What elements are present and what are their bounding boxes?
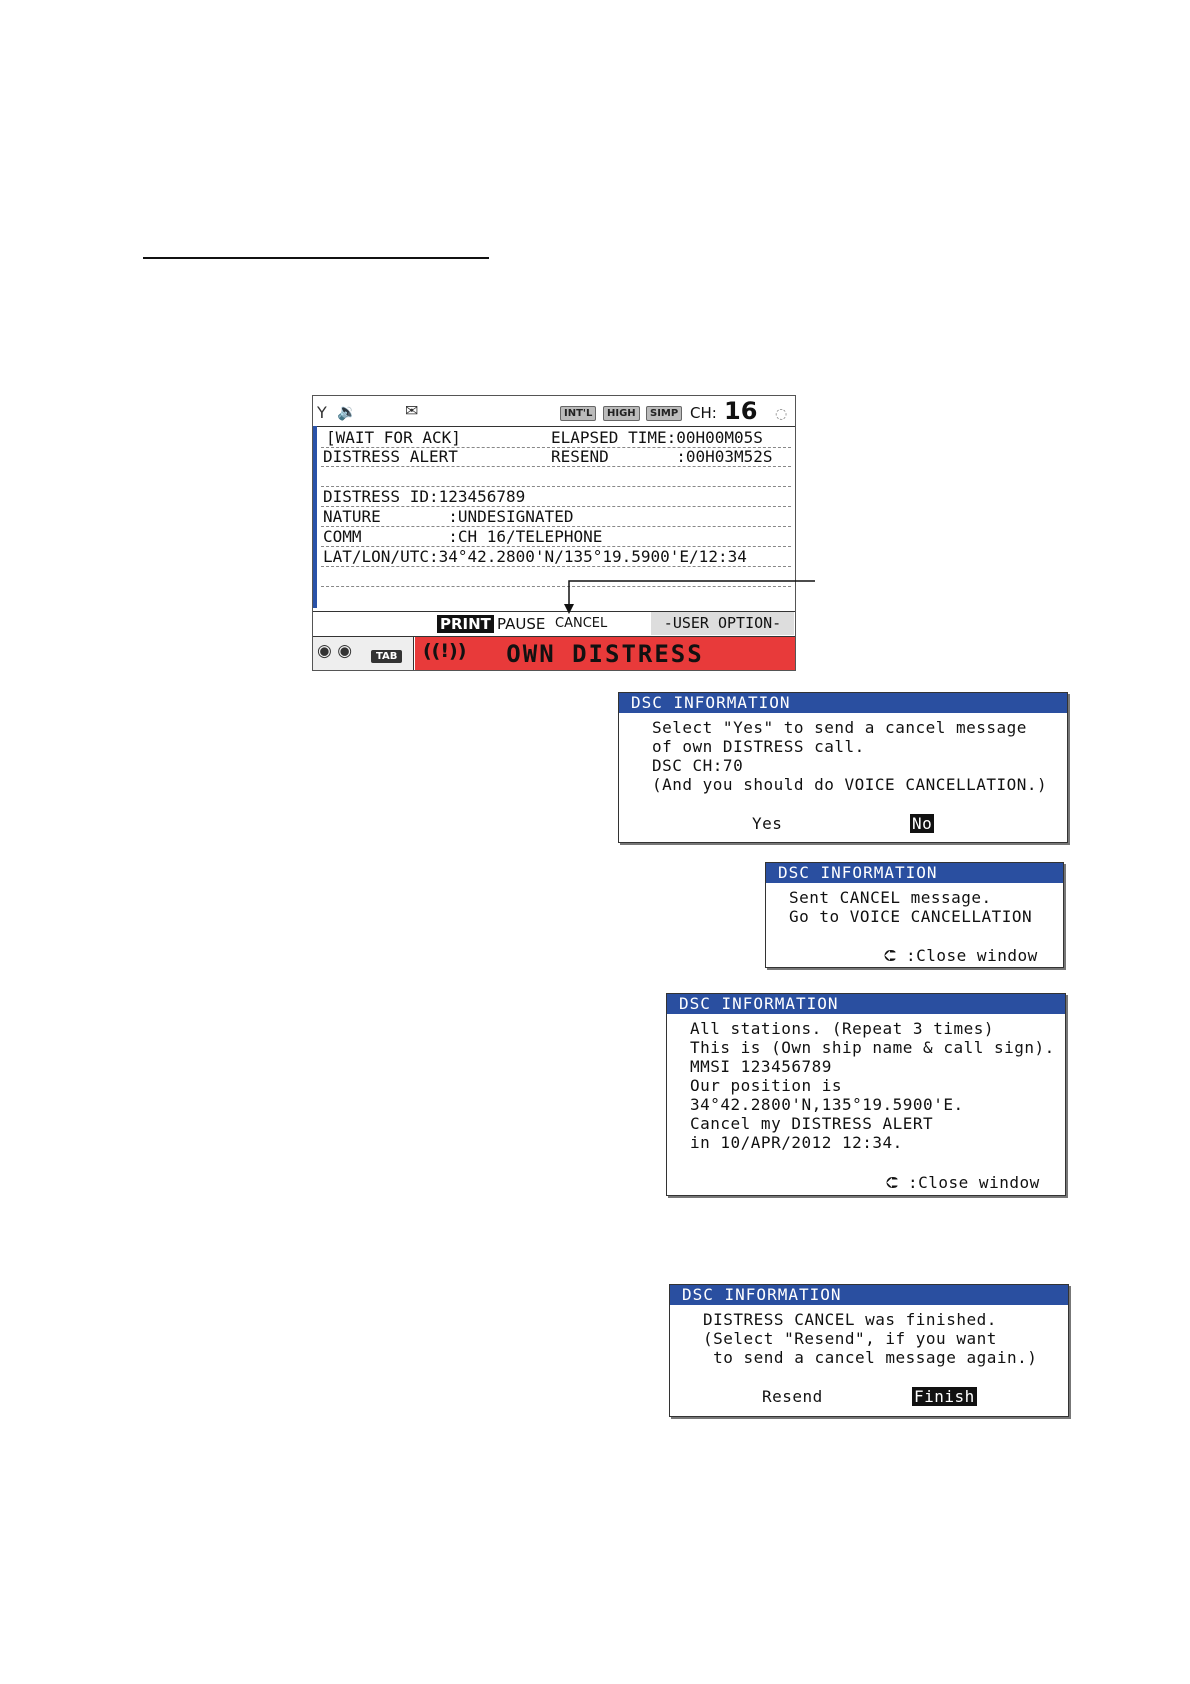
high-chip: HIGH [603, 406, 640, 421]
dsc-info-dialog-confirm [618, 692, 1068, 843]
distress-alert-label: DISTRESS ALERT [323, 447, 458, 466]
resend-button[interactable]: Resend [762, 1387, 823, 1406]
dialog-text: (Select "Resend", if you want [703, 1329, 997, 1348]
dialog-title: DSC INFORMATION [667, 994, 1065, 1014]
distress-id: DISTRESS ID:123456789 [323, 487, 526, 506]
close-window-hint[interactable]: :Close window [908, 1173, 1040, 1192]
channel-label: CH: [690, 404, 717, 422]
dialog-text: Our position is [690, 1076, 842, 1095]
intl-chip: INT'L [560, 406, 596, 421]
speaker-icon: 🔉 [337, 402, 357, 421]
knob-icon: ◉ ◉ [317, 641, 353, 661]
pause-softkey[interactable]: PAUSE [497, 615, 546, 633]
dsc-info-dialog-voice-script [666, 993, 1066, 1196]
simp-chip: SIMP [646, 406, 682, 421]
dialog-title: DSC INFORMATION [670, 1285, 1068, 1305]
cancel-callout-arrow [560, 570, 820, 616]
close-window-hint[interactable]: :Close window [906, 946, 1038, 965]
antenna-icon: Y [317, 403, 327, 422]
cancel-softkey[interactable]: CANCEL [555, 616, 608, 631]
dialog-text: Sent CANCEL message. [789, 888, 992, 907]
no-button[interactable]: No [912, 814, 933, 833]
tab-button[interactable]: TAB [371, 650, 402, 663]
dialog-text: 34°42.2800'N,135°19.5900'E. [690, 1095, 964, 1114]
knob-panel [313, 637, 414, 670]
print-softkey[interactable]: PRINT [437, 615, 494, 633]
section-underline [143, 257, 489, 259]
dsc-info-dialog-sent [765, 862, 1064, 968]
own-distress-banner [415, 637, 795, 670]
dialog-text: All stations. (Repeat 3 times) [690, 1019, 994, 1038]
dialog-text: Cancel my DISTRESS ALERT [690, 1114, 934, 1133]
channel-number: 16 [724, 397, 758, 425]
dsc-distress-screen [312, 395, 796, 671]
dialog-text: DSC CH:70 [652, 756, 744, 775]
distress-status-bar [313, 637, 795, 671]
dialog-text: of own DISTRESS call. [652, 737, 865, 756]
yes-button[interactable]: Yes [752, 814, 783, 833]
dialog-text: MMSI 123456789 [690, 1057, 832, 1076]
dialog-text: to send a cancel message again.) [703, 1348, 1038, 1367]
distress-alarm-icon: ((!)) [423, 640, 467, 662]
dsc-info-dialog-finished [669, 1284, 1069, 1417]
dialog-text: Select "Yes" to send a cancel message [652, 718, 1027, 737]
mail-icon: ✉ [405, 401, 419, 420]
lat-lon-utc-field: LAT/LON/UTC:34°42.2800'N/135°19.5900'E/12:34 [323, 547, 747, 566]
dialog-text: DISTRESS CANCEL was finished. [703, 1310, 997, 1329]
status-bar [313, 396, 795, 427]
dialog-text: (And you should do VOICE CANCELLATION.) [652, 775, 1048, 794]
dialog-text: in 10/APR/2012 12:34. [690, 1133, 903, 1152]
wait-for-ack-status: [WAIT FOR ACK] [326, 428, 461, 447]
user-option-softkey[interactable]: -USER OPTION- [651, 612, 794, 635]
elapsed-time: ELAPSED TIME:00H00M05S [551, 428, 763, 447]
divider [321, 566, 791, 567]
dialog-text: This is (Own ship name & call sign). [690, 1038, 1055, 1057]
resend-timer: RESEND :00H03M52S [551, 447, 773, 466]
nature-field: NATURE :UNDESIGNATED [323, 507, 574, 526]
own-distress-label: OWN DISTRESS [506, 640, 704, 668]
divider [321, 466, 791, 467]
dialog-text: Go to VOICE CANCELLATION [789, 907, 1033, 926]
finish-button[interactable]: Finish [914, 1387, 975, 1406]
busy-spinner-icon: ◌ [775, 406, 788, 422]
scroll-indicator [313, 426, 317, 608]
dialog-title: DSC INFORMATION [766, 863, 1063, 883]
comm-field: COMM :CH 16/TELEPHONE [323, 527, 603, 546]
enter-key-icon: ⮈ [886, 1173, 899, 1192]
dialog-title: DSC INFORMATION [619, 693, 1067, 713]
enter-key-icon: ⮈ [884, 946, 897, 965]
